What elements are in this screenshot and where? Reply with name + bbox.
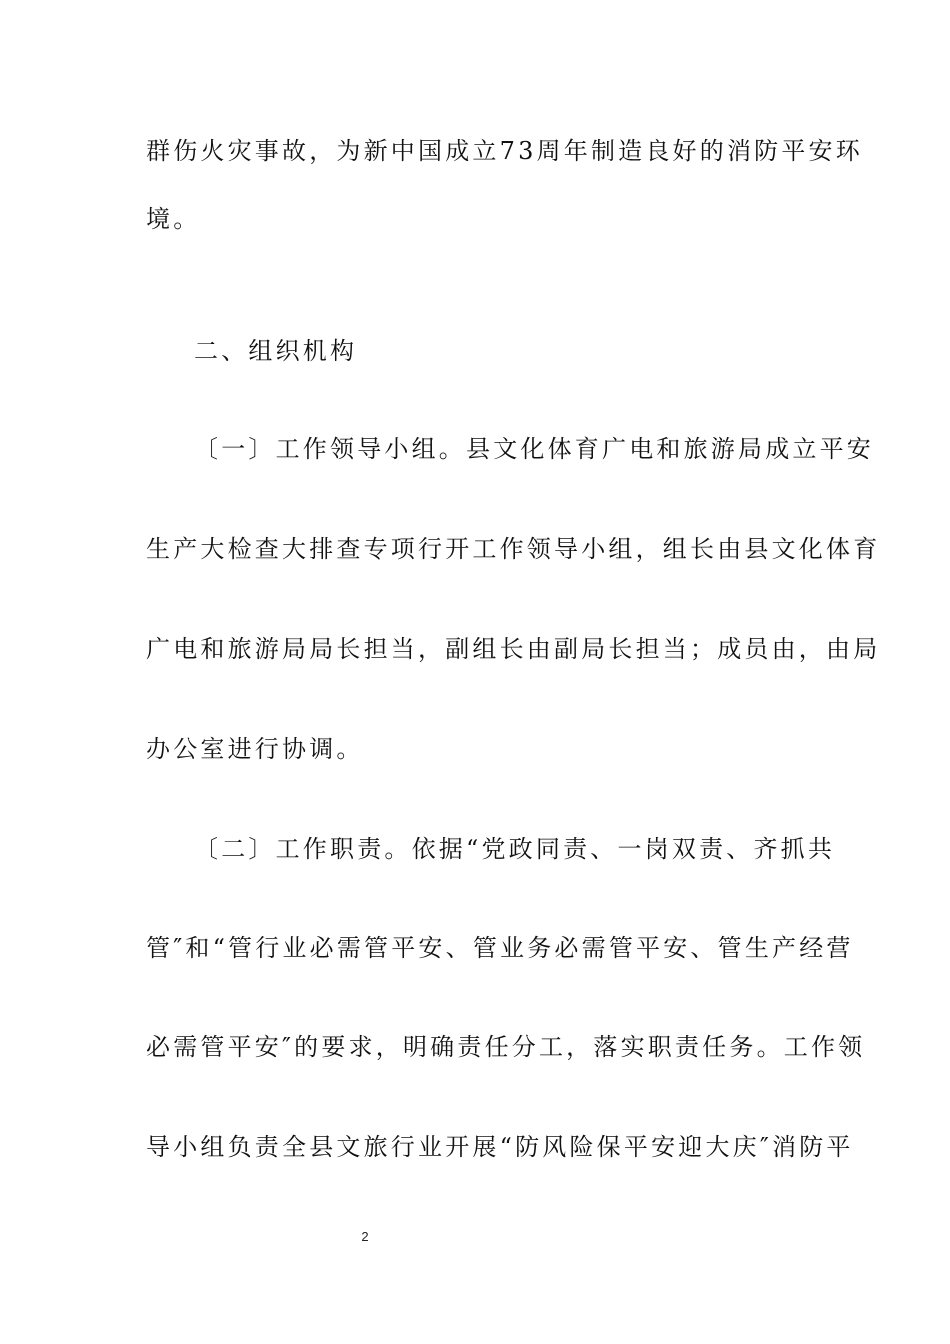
body-text-line: 必需管平安″的要求，明确责任分工，落实职责任务。工作领 — [146, 1033, 866, 1061]
body-text-line: 广电和旅游局局长担当，副组长由副局长担当；成员由，由局 — [146, 635, 881, 663]
body-text-line: 导小组负责全县文旅行业开展“防风险保平安迎大庆″消防平 — [146, 1133, 854, 1161]
page-number: 2 — [361, 1229, 369, 1244]
section-heading: 二、组织机构 — [194, 337, 358, 365]
paragraph-start-line: 〔二〕工作职责。依据“党政同责、一岗双责、齐抓共 — [194, 835, 836, 863]
body-text-line: 管″和“管行业必需管平安、管业务必需管平安、管生产经营 — [146, 934, 854, 962]
paragraph-start-line: 〔一〕工作领导小组。县文化体育广电和旅游局成立平安 — [194, 435, 874, 463]
body-text-line: 办公室进行协调。 — [146, 735, 364, 763]
body-text-line: 生产大检查大排查专项行开工作领导小组，组长由县文化体育 — [146, 535, 881, 563]
body-text-line: 境。 — [146, 205, 201, 233]
body-text-line: 群伤火灾事故，为新中国成立73周年制造良好的消防平安环 — [146, 137, 863, 165]
